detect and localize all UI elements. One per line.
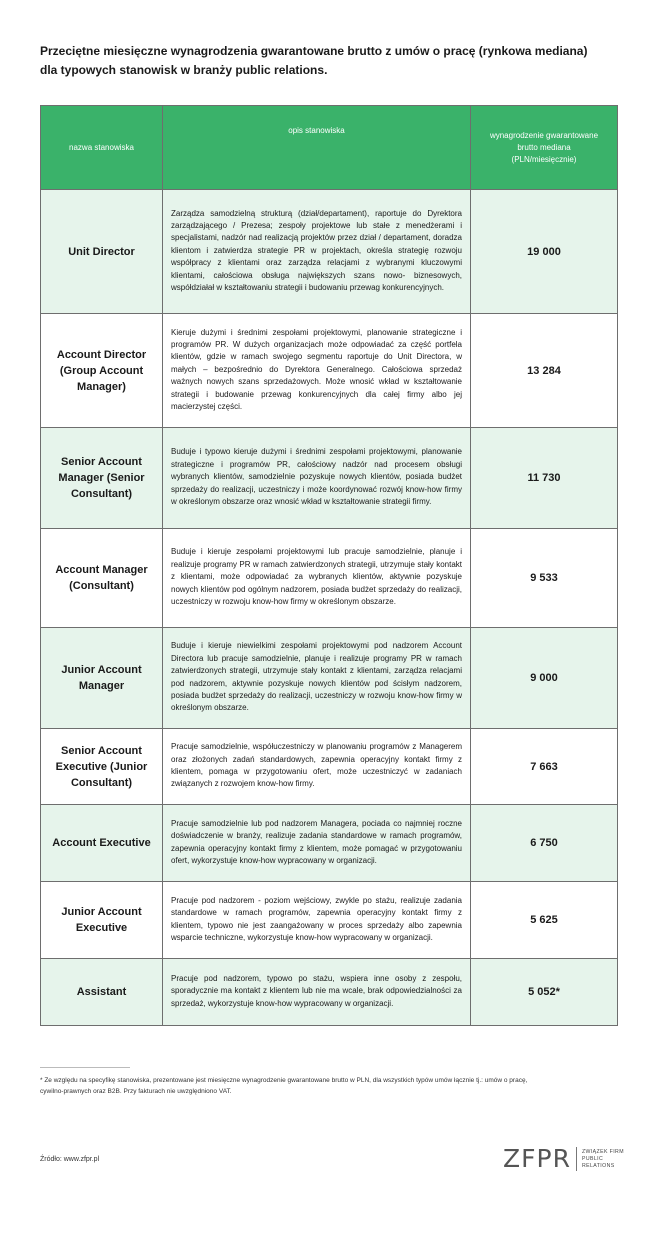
header-salary-line-3: (PLN/miesięcznie) [511,154,577,164]
salary-value: 11 730 [471,428,618,529]
title-line-2: dla typowych stanowisk w branży public relations. [40,63,328,77]
salary-value: 9 000 [471,628,618,729]
logo-separator [576,1147,577,1171]
table-row [41,628,618,729]
position-description: Buduje i kieruje zespołami projektowymi lub pracuje samodzielnie, planuje i realizuje programy PR w ramach zatwierdzonych strategii, utrzymuje stały kontakt z klientami, może odpowiadać za wybranych klientów, aktywnie pozyskuje nowych klientów pod ogólnym nadzorem, posiada budżet sprzedaży do realizacji, uczestniczy w rozwoju know-how firmy w określonym obszarze. [163,529,471,628]
position-description: Buduje i kieruje niewielkimi zespołami projektowymi pod nadzorem Account Directora lub pracuje samodzielnie, planuje i realizuje programy PR w ramach zatwierdzonych strategii, utrzymuje stały kontakt z klientami, zarządza relacjami pod nadzorem, aktywnie pozyskuje nowych klientów pod ścisłym nadzorem, posiada budżet sprzedaży do realizacji, uczestniczy w rozwoju know-how firmy w określonym obszarze. [163,628,471,729]
logo-mark: ZFPR [503,1144,571,1173]
salary-value: 5 052* [471,959,618,1026]
salary-table [40,105,618,1026]
position-description: Pracuje samodzielnie lub pod nadzorem Managera, pociada co najmniej roczne doświadczenie w branży, realizuje zadania standardowe w ramach programów, zapewnia operacyjny kontakt firmy z klientem, może pomagać w przygotowaniu ofert, wykorzystuje know-how wypracowany w organizacji. [163,805,471,882]
position-description: Pracuje pod nadzorem, typowo po stażu, wspiera inne osoby z zespołu, sporadycznie ma kontakt z klientem lub nie ma wcale, brak odpowiedzialności za sprzedaż, wykorzystuje know-how wypracowany w organizacji. [163,959,471,1026]
table-row [41,314,618,428]
salary-value: 9 533 [471,529,618,628]
salary-value: 19 000 [471,190,618,314]
position-name: Junior Account Executive [41,882,163,959]
table-row [41,882,618,959]
header-position: nazwa stanowiska [41,106,163,190]
position-name: Assistant [41,959,163,1026]
table-row [41,190,618,314]
zfpr-logo [503,1144,624,1173]
table-header-row [41,106,618,190]
table-row [41,428,618,529]
table-row [41,529,618,628]
header-salary-line-2: brutto mediana [517,142,571,152]
position-name: Account Director (Group Account Manager) [41,314,163,428]
position-description: Pracuje samodzielnie, współuczestniczy w planowaniu programów z Managerem oraz złożonych zadań standardowych, zapewnia operacyjny kontakt firmy z klientem, pomaga w przygotowaniu ofert, może uczestniczyć w zadaniach związanych z rozwojem know-how firmy. [163,729,471,805]
salary-value: 7 663 [471,729,618,805]
title-line-1: Przeciętne miesięczne wynagrodzenia gwarantowane brutto z umów o pracę (rynkowa mediana) [40,44,588,58]
header-salary [471,106,618,190]
source-text: Źródło: www.zfpr.pl [40,1156,100,1163]
salary-value: 5 625 [471,882,618,959]
footnote-line-2: cywilno-prawnych oraz B2B. Przy fakturach nie uwzględniono VAT. [40,1088,232,1095]
position-name: Account Manager (Consultant) [41,529,163,628]
position-name: Account Executive [41,805,163,882]
table-row [41,729,618,805]
position-description: Zarządza samodzielną strukturą (dział/departament), raportuje do Dyrektora zarządzającego / Prezesa; zespoły projektowe lub stałe z menedżerami i specjalistami, nadzór nad realizacją projektów przez dział / departament, doradza klientom i zatwierdza strategie PR w projektach, określa strategię rozwoju współpracy z klientami oraz zarządza relacjami z wybranymi kluczowymi klientami, całościowa obsługa największych szans nowo- biznesowych, współdziałał w kształtowaniu strategii i budowaniu przewag konkurencyjnych. [163,190,471,314]
table-row [41,959,618,1026]
footnote [40,1075,600,1097]
logo-text-line-1: ZWIĄZEK FIRM [581,1148,624,1155]
page-title [40,42,620,80]
position-name: Junior Account Manager [41,628,163,729]
header-salary-line-1: wynagrodzenie gwarantowane [489,130,599,140]
position-description: Buduje i typowo kieruje dużymi i średnimi zespołami projektowymi, planowanie strategiczne i programów PR, całościowy nadzór nad procesem obsługi wybranych klientów, samodzielnie pozyskuje nowych klientów, posiada budżet sprzedaży do realizacji, uczestniczy i może koordynować rozwój know-how firmy w określonym obszarze oraz wnosić wkład w kształtowanie strategii firmy. [163,428,471,529]
footnote-line-1: * Ze względu na specyfikę stanowiska, prezentowane jest miesięczne wynagrodzenie gwarantowane brutto w PLN, dla wszystkich typów umów łącznie tj.: umów o pracę, [40,1077,528,1084]
salary-value: 13 284 [471,314,618,428]
logo-text-line-3: RELATIONS [581,1162,615,1169]
position-description: Pracuje pod nadzorem - poziom wejściowy, zwykle po stażu, realizuje zadania standardowe w ramach programów, zapewnia operacyjny kontakt firmy z klientem, typowo nie jest zaangażowany w proces sprzedaży albo zapewnia wsparcie techniczne, wykorzystuje know-how wypracowany w organizacji. [163,882,471,959]
table-row [41,805,618,882]
position-name: Senior Account Executive (Junior Consultant) [41,729,163,805]
position-name: Senior Account Manager (Senior Consultant) [41,428,163,529]
footnote-divider [40,1067,130,1068]
position-description: Kieruje dużymi i średnimi zespołami projektowymi, planowanie strategiczne i programów PR. W dużych organizacjach może odpowiadać za część portfela klientów, gdzie w ramach swojego segmentu raportuje do Unit Directora, w małych – bezpośrednio do Dyrektora Generalnego. Całościowa sprzedaż ważnych nowych szans sprzedażowych. Może wnosić wkład w kształtowanie strategii i budowanie przewag konkurencyjnych dla całej firmy albo jej macierzystej części. [163,314,471,428]
header-description: opis stanowiska [163,106,471,190]
position-name: Unit Director [41,190,163,314]
salary-value: 6 750 [471,805,618,882]
logo-text-line-2: PUBLIC [581,1155,604,1162]
logo-text [582,1149,624,1170]
